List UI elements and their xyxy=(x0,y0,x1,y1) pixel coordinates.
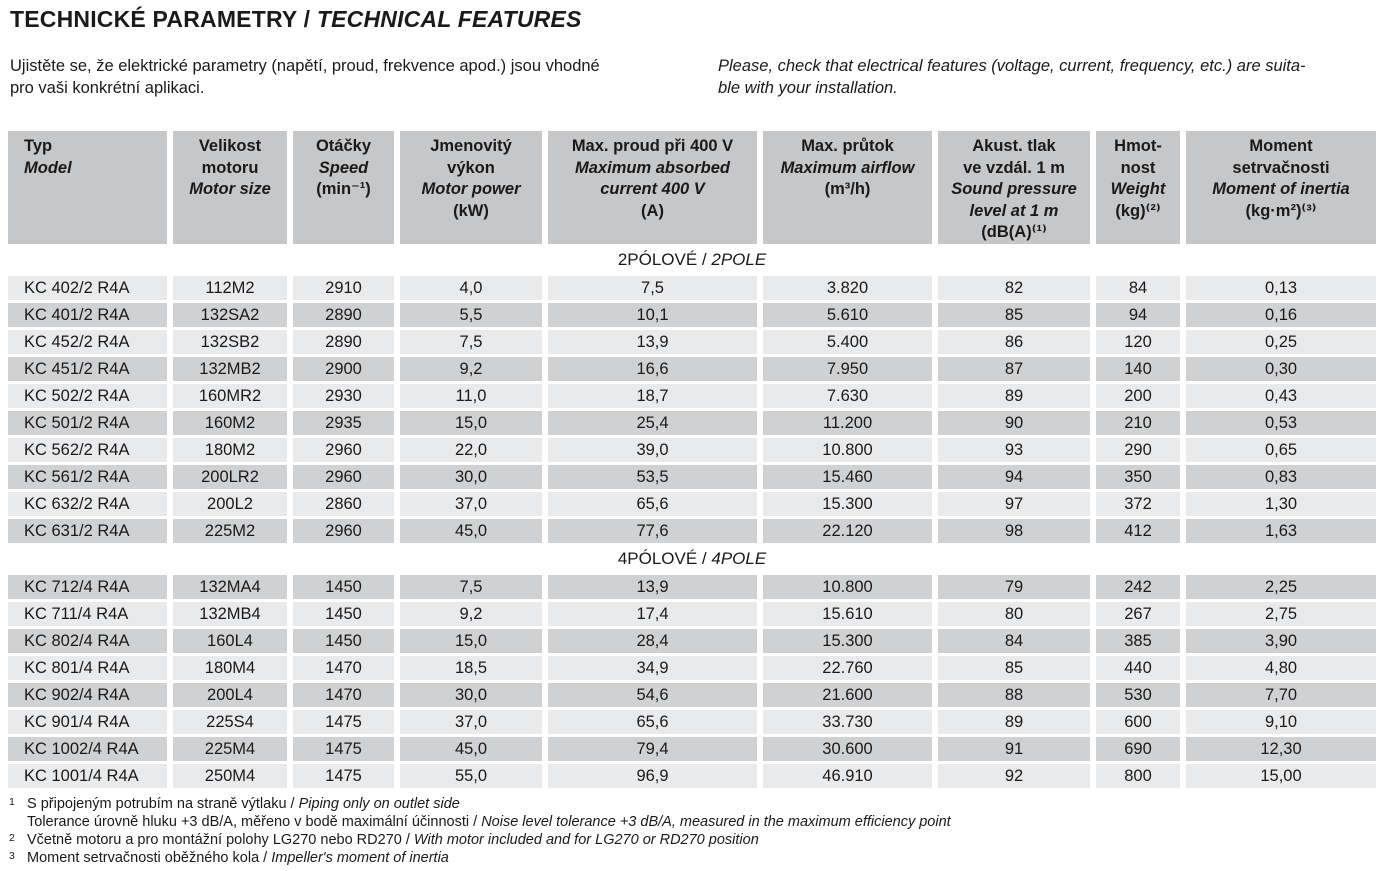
max-current-cell: 13,9 xyxy=(548,330,757,354)
weight-cell: 440 xyxy=(1096,656,1180,680)
table-row xyxy=(8,276,1376,300)
inertia-cell: 0,43 xyxy=(1186,384,1376,408)
footnote-text-czech: Tolerance úrovně hluku +3 dB/A, měřeno v bodě maximální účinnosti xyxy=(27,814,470,830)
footnote xyxy=(9,813,1384,831)
speed-cell: 2935 xyxy=(293,411,394,435)
model-cell: KC 501/2 R4A xyxy=(8,411,167,435)
weight-cell: 385 xyxy=(1096,629,1180,653)
speed-cell: 1475 xyxy=(293,710,394,734)
motor-size-cell: 225S4 xyxy=(173,710,287,734)
speed-cell: 2960 xyxy=(293,438,394,462)
table-row xyxy=(8,303,1376,327)
model-cell: KC 901/4 R4A xyxy=(8,710,167,734)
motor-power-cell: 11,0 xyxy=(400,384,542,408)
model-cell: KC 451/2 R4A xyxy=(8,357,167,381)
max-current-cell: 54,6 xyxy=(548,683,757,707)
page-title-separator: / xyxy=(297,6,317,32)
column-header-line: Jmenovitý xyxy=(430,137,512,155)
motor-size-cell: 132SB2 xyxy=(173,330,287,354)
model-cell: KC 712/4 R4A xyxy=(8,575,167,599)
max-current-cell: 13,9 xyxy=(548,575,757,599)
footnote-marker: 3 xyxy=(9,850,15,862)
max-current-cell: 65,6 xyxy=(548,492,757,516)
max-current-cell: 17,4 xyxy=(548,602,757,626)
max-current-cell: 25,4 xyxy=(548,411,757,435)
column-header-motor-power xyxy=(400,131,542,244)
inertia-cell: 0,16 xyxy=(1186,303,1376,327)
section-label xyxy=(8,247,1376,273)
motor-power-cell: 37,0 xyxy=(400,710,542,734)
column-header-line: Typ xyxy=(24,137,53,155)
footnote xyxy=(9,849,1384,867)
motor-size-cell: 160M2 xyxy=(173,411,287,435)
intro-english-line-2: ble with your installation. xyxy=(718,79,898,97)
intro-english-line-1: Please, check that electrical features (voltage, current, frequency, etc.) are suita- xyxy=(718,57,1306,75)
weight-cell: 84 xyxy=(1096,276,1180,300)
motor-size-cell: 160L4 xyxy=(173,629,287,653)
speed-cell: 1450 xyxy=(293,575,394,599)
technical-parameters-table xyxy=(2,128,1382,791)
sound-pressure-cell: 88 xyxy=(938,683,1090,707)
footnote xyxy=(9,795,1384,813)
table-row xyxy=(8,602,1376,626)
column-header-max-airflow xyxy=(763,131,932,244)
page-title-cs: TECHNICKÉ PARAMETRY xyxy=(10,6,298,32)
motor-size-cell: 112M2 xyxy=(173,276,287,300)
weight-cell: 200 xyxy=(1096,384,1180,408)
speed-cell: 1475 xyxy=(293,737,394,761)
weight-cell: 210 xyxy=(1096,411,1180,435)
motor-power-cell: 7,5 xyxy=(400,330,542,354)
footnote-text-english: Impeller's moment of inertia xyxy=(271,850,449,866)
sound-pressure-cell: 80 xyxy=(938,602,1090,626)
inertia-cell: 1,30 xyxy=(1186,492,1376,516)
sound-pressure-cell: 92 xyxy=(938,764,1090,788)
speed-cell: 2960 xyxy=(293,519,394,543)
speed-cell: 1450 xyxy=(293,602,394,626)
motor-power-cell: 37,0 xyxy=(400,492,542,516)
inertia-cell: 0,83 xyxy=(1186,465,1376,489)
max-airflow-cell: 5.610 xyxy=(763,303,932,327)
max-airflow-cell: 30.600 xyxy=(763,737,932,761)
inertia-cell: 12,30 xyxy=(1186,737,1376,761)
inertia-cell: 0,53 xyxy=(1186,411,1376,435)
model-cell: KC 1002/4 R4A xyxy=(8,737,167,761)
sound-pressure-cell: 98 xyxy=(938,519,1090,543)
max-airflow-cell: 7.630 xyxy=(763,384,932,408)
model-cell: KC 632/2 R4A xyxy=(8,492,167,516)
motor-power-cell: 55,0 xyxy=(400,764,542,788)
column-header-line: Max. průtok xyxy=(801,137,894,155)
motor-power-cell: 15,0 xyxy=(400,411,542,435)
column-header-line: (min⁻¹) xyxy=(316,180,371,198)
model-cell: KC 801/4 R4A xyxy=(8,656,167,680)
column-header-line: Speed xyxy=(318,158,369,177)
motor-power-cell: 4,0 xyxy=(400,276,542,300)
inertia-cell: 7,70 xyxy=(1186,683,1376,707)
inertia-cell: 2,25 xyxy=(1186,575,1376,599)
speed-cell: 2900 xyxy=(293,357,394,381)
max-airflow-cell: 11.200 xyxy=(763,411,932,435)
motor-power-cell: 7,5 xyxy=(400,575,542,599)
column-header-line: Model xyxy=(24,158,72,177)
motor-power-cell: 9,2 xyxy=(400,357,542,381)
section-row xyxy=(8,247,1376,273)
column-header-line: Weight xyxy=(1110,180,1166,198)
sound-pressure-cell: 89 xyxy=(938,710,1090,734)
speed-cell: 2960 xyxy=(293,465,394,489)
motor-size-cell: 250M4 xyxy=(173,764,287,788)
max-airflow-cell: 3.820 xyxy=(763,276,932,300)
sound-pressure-cell: 97 xyxy=(938,492,1090,516)
max-airflow-cell: 15.300 xyxy=(763,492,932,516)
max-current-cell: 65,6 xyxy=(548,710,757,734)
max-airflow-cell: 15.460 xyxy=(763,465,932,489)
column-header-sound-pressure xyxy=(938,131,1090,244)
speed-cell: 1450 xyxy=(293,629,394,653)
column-header-max-current xyxy=(548,131,757,244)
column-header-line: Maximum airflow xyxy=(780,158,915,177)
max-airflow-cell: 10.800 xyxy=(763,575,932,599)
section-label-separator: / xyxy=(697,250,712,269)
page-title xyxy=(10,6,1384,32)
motor-size-cell: 160MR2 xyxy=(173,384,287,408)
model-cell: KC 502/2 R4A xyxy=(8,384,167,408)
table-row xyxy=(8,710,1376,734)
max-airflow-cell: 21.600 xyxy=(763,683,932,707)
max-current-cell: 77,6 xyxy=(548,519,757,543)
weight-cell: 242 xyxy=(1096,575,1180,599)
column-header-line: (kg·m²)⁽³⁾ xyxy=(1245,201,1317,220)
motor-power-cell: 45,0 xyxy=(400,519,542,543)
model-cell: KC 902/4 R4A xyxy=(8,683,167,707)
weight-cell: 372 xyxy=(1096,492,1180,516)
column-header-line: Moment xyxy=(1249,137,1313,155)
model-cell: KC 402/2 R4A xyxy=(8,276,167,300)
column-header-line: Max. proud při 400 V xyxy=(571,137,734,155)
footnote xyxy=(9,831,1384,849)
speed-cell: 2860 xyxy=(293,492,394,516)
column-header-weight xyxy=(1096,131,1180,244)
weight-cell: 120 xyxy=(1096,330,1180,354)
max-current-cell: 53,5 xyxy=(548,465,757,489)
motor-size-cell: 132SA2 xyxy=(173,303,287,327)
max-current-cell: 34,9 xyxy=(548,656,757,680)
motor-size-cell: 225M4 xyxy=(173,737,287,761)
max-airflow-cell: 22.760 xyxy=(763,656,932,680)
motor-size-cell: 200L2 xyxy=(173,492,287,516)
max-current-cell: 79,4 xyxy=(548,737,757,761)
speed-cell: 2890 xyxy=(293,303,394,327)
intro-czech-line-2: pro vaši konkrétní aplikaci. xyxy=(10,79,205,97)
table-row xyxy=(8,737,1376,761)
max-airflow-cell: 22.120 xyxy=(763,519,932,543)
motor-size-cell: 132MB2 xyxy=(173,357,287,381)
motor-size-cell: 132MB4 xyxy=(173,602,287,626)
section-label-czech: 2PÓLOVÉ xyxy=(617,250,698,269)
model-cell: KC 561/2 R4A xyxy=(8,465,167,489)
sound-pressure-cell: 87 xyxy=(938,357,1090,381)
speed-cell: 1470 xyxy=(293,656,394,680)
inertia-cell: 4,80 xyxy=(1186,656,1376,680)
table-row xyxy=(8,492,1376,516)
sound-pressure-cell: 86 xyxy=(938,330,1090,354)
motor-power-cell: 45,0 xyxy=(400,737,542,761)
column-header-line: Motor size xyxy=(189,180,271,198)
column-header-inertia xyxy=(1186,131,1376,244)
weight-cell: 267 xyxy=(1096,602,1180,626)
sound-pressure-cell: 85 xyxy=(938,656,1090,680)
table-row xyxy=(8,330,1376,354)
footnote-separator: / xyxy=(469,814,482,830)
column-header-line: nost xyxy=(1120,158,1156,177)
inertia-cell: 2,75 xyxy=(1186,602,1376,626)
max-airflow-cell: 7.950 xyxy=(763,357,932,381)
sound-pressure-cell: 82 xyxy=(938,276,1090,300)
model-cell: KC 711/4 R4A xyxy=(8,602,167,626)
max-airflow-cell: 5.400 xyxy=(763,330,932,354)
max-current-cell: 28,4 xyxy=(548,629,757,653)
max-airflow-cell: 15.610 xyxy=(763,602,932,626)
weight-cell: 94 xyxy=(1096,303,1180,327)
footnote-text-czech: S připojeným potrubím na straně výtlaku xyxy=(27,796,287,812)
column-header-line: Maximum absorbed xyxy=(575,158,730,177)
section-label-czech: 4PÓLOVÉ xyxy=(617,549,698,568)
max-current-cell: 7,5 xyxy=(548,276,757,300)
sound-pressure-cell: 79 xyxy=(938,575,1090,599)
column-header-line: level at 1 m xyxy=(969,201,1059,220)
column-header-motor-size xyxy=(173,131,287,244)
table-row xyxy=(8,357,1376,381)
speed-cell: 2930 xyxy=(293,384,394,408)
table-row xyxy=(8,438,1376,462)
max-current-cell: 16,6 xyxy=(548,357,757,381)
motor-size-cell: 180M2 xyxy=(173,438,287,462)
sound-pressure-cell: 85 xyxy=(938,303,1090,327)
intro-czech-line-1: Ujistěte se, že elektrické parametry (napětí, proud, frekvence apod.) jsou vhodné xyxy=(10,57,600,75)
column-header-line: current 400 V xyxy=(600,180,705,198)
column-header-line: výkon xyxy=(447,158,495,177)
model-cell: KC 562/2 R4A xyxy=(8,438,167,462)
max-airflow-cell: 46.910 xyxy=(763,764,932,788)
motor-size-cell: 180M4 xyxy=(173,656,287,680)
model-cell: KC 452/2 R4A xyxy=(8,330,167,354)
footnote-separator: / xyxy=(286,796,299,812)
inertia-cell: 1,63 xyxy=(1186,519,1376,543)
weight-cell: 690 xyxy=(1096,737,1180,761)
speed-cell: 2910 xyxy=(293,276,394,300)
max-airflow-cell: 33.730 xyxy=(763,710,932,734)
table-row xyxy=(8,683,1376,707)
column-header-line: Velikost xyxy=(198,137,262,155)
weight-cell: 290 xyxy=(1096,438,1180,462)
weight-cell: 530 xyxy=(1096,683,1180,707)
column-header-line: (m³/h) xyxy=(824,180,871,198)
column-header-speed xyxy=(293,131,394,244)
weight-cell: 412 xyxy=(1096,519,1180,543)
weight-cell: 600 xyxy=(1096,710,1180,734)
model-cell: KC 1001/4 R4A xyxy=(8,764,167,788)
column-header-line: ve vzdál. 1 m xyxy=(963,158,1065,177)
footnote-text-english: Noise level tolerance +3 dB/A, measured in the maximum efficiency point xyxy=(481,814,951,830)
weight-cell: 140 xyxy=(1096,357,1180,381)
sound-pressure-cell: 93 xyxy=(938,438,1090,462)
section-label-english: 4POLE xyxy=(711,549,767,568)
column-header-line: Sound pressure xyxy=(951,180,1077,198)
column-header-line: Otáčky xyxy=(315,137,372,155)
column-header-line: setrvačnosti xyxy=(1232,158,1330,177)
table-row xyxy=(8,629,1376,653)
section-label xyxy=(8,546,1376,572)
max-current-cell: 18,7 xyxy=(548,384,757,408)
inertia-cell: 3,90 xyxy=(1186,629,1376,653)
motor-power-cell: 30,0 xyxy=(400,465,542,489)
column-header-line: (A) xyxy=(641,201,664,220)
inertia-cell: 0,25 xyxy=(1186,330,1376,354)
column-header-line: (dB(A)⁽¹⁾ xyxy=(981,223,1047,241)
column-header-line: (kW) xyxy=(453,201,489,220)
weight-cell: 350 xyxy=(1096,465,1180,489)
model-cell: KC 401/2 R4A xyxy=(8,303,167,327)
section-label-english: 2POLE xyxy=(711,250,767,269)
max-airflow-cell: 10.800 xyxy=(763,438,932,462)
intro-section xyxy=(10,55,1374,99)
footnote-text-english: Piping only on outlet side xyxy=(298,796,460,812)
table-row xyxy=(8,519,1376,543)
sound-pressure-cell: 84 xyxy=(938,629,1090,653)
inertia-cell: 0,13 xyxy=(1186,276,1376,300)
max-current-cell: 10,1 xyxy=(548,303,757,327)
footnote-marker: 2 xyxy=(9,832,15,844)
section-row xyxy=(8,546,1376,572)
column-header-model xyxy=(8,131,167,244)
table-row xyxy=(8,764,1376,788)
footnote-text-english: With motor included and for LG270 or RD270 position xyxy=(413,832,759,848)
table-row xyxy=(8,656,1376,680)
max-current-cell: 39,0 xyxy=(548,438,757,462)
column-header-line: (kg)⁽²⁾ xyxy=(1115,201,1161,220)
speed-cell: 1475 xyxy=(293,764,394,788)
footnotes xyxy=(9,795,1384,867)
footnote-text-czech: Včetně motoru a pro montážní polohy LG270 nebo RD270 xyxy=(27,832,402,848)
sound-pressure-cell: 91 xyxy=(938,737,1090,761)
motor-power-cell: 22,0 xyxy=(400,438,542,462)
inertia-cell: 0,65 xyxy=(1186,438,1376,462)
table-row xyxy=(8,575,1376,599)
inertia-cell: 15,00 xyxy=(1186,764,1376,788)
model-cell: KC 802/4 R4A xyxy=(8,629,167,653)
intro-text-english xyxy=(718,55,1358,99)
model-cell: KC 631/2 R4A xyxy=(8,519,167,543)
sound-pressure-cell: 94 xyxy=(938,465,1090,489)
speed-cell: 2890 xyxy=(293,330,394,354)
max-current-cell: 96,9 xyxy=(548,764,757,788)
weight-cell: 800 xyxy=(1096,764,1180,788)
page-title-en: TECHNICAL FEATURES xyxy=(316,6,582,32)
motor-size-cell: 200L4 xyxy=(173,683,287,707)
motor-power-cell: 18,5 xyxy=(400,656,542,680)
table-row xyxy=(8,384,1376,408)
motor-size-cell: 225M2 xyxy=(173,519,287,543)
section-label-separator: / xyxy=(697,549,712,568)
speed-cell: 1470 xyxy=(293,683,394,707)
table-row xyxy=(8,465,1376,489)
column-header-line: motoru xyxy=(201,158,259,177)
motor-power-cell: 9,2 xyxy=(400,602,542,626)
motor-size-cell: 132MA4 xyxy=(173,575,287,599)
column-header-line: Motor power xyxy=(421,180,521,198)
motor-size-cell: 200LR2 xyxy=(173,465,287,489)
footnote-marker: 1 xyxy=(9,796,15,808)
motor-power-cell: 5,5 xyxy=(400,303,542,327)
table-row xyxy=(8,411,1376,435)
column-header-line: Moment of inertia xyxy=(1212,180,1350,198)
footnote-separator: / xyxy=(401,832,414,848)
motor-power-cell: 15,0 xyxy=(400,629,542,653)
column-header-line: Hmot- xyxy=(1114,137,1162,155)
inertia-cell: 9,10 xyxy=(1186,710,1376,734)
table-header-row xyxy=(8,131,1376,244)
footnote-separator: / xyxy=(259,850,272,866)
column-header-line: Akust. tlak xyxy=(972,137,1056,155)
motor-power-cell: 30,0 xyxy=(400,683,542,707)
sound-pressure-cell: 90 xyxy=(938,411,1090,435)
intro-text-czech xyxy=(10,55,665,99)
inertia-cell: 0,30 xyxy=(1186,357,1376,381)
sound-pressure-cell: 89 xyxy=(938,384,1090,408)
footnote-text-czech: Moment setrvačnosti oběžného kola xyxy=(27,850,260,866)
max-airflow-cell: 15.300 xyxy=(763,629,932,653)
